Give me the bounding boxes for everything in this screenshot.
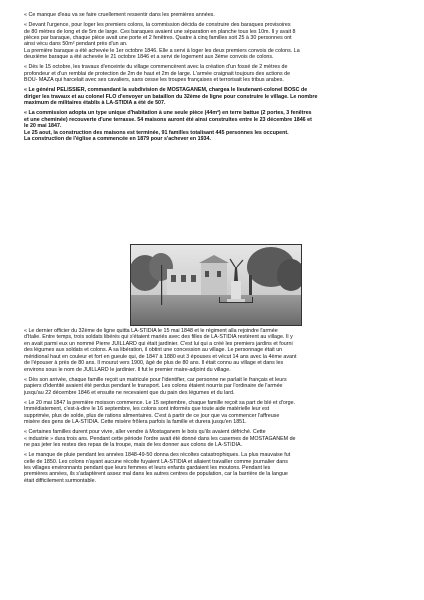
text-line: ainsi vécu dans 50m² pendant près d'un an. [24, 41, 128, 48]
text-line: des légumes aux soldats et colons. A sa libération, il obtint une concession au village. Le personnage était un [24, 347, 283, 354]
text-line: « Ce manque d'eau va se faire cruellement ressentir dans les premières années. [24, 12, 215, 18]
text-line: de 80 mètres de long et de 5m de large. Ces baraques avaient une séparation en planche tous les 10m. Il y avait 8 [24, 28, 296, 35]
paragraph-p3 [24, 64, 400, 83]
text-line: environs sous le nom de JUILLARD le jardinier. Il fut le premier maire-adjoint du village. [24, 366, 231, 373]
text-line: misère des gens de LA-STIDIA. Cette misère frôlera parfois la famille et durera jusqu'en 1851. [24, 419, 247, 426]
text-line: « La commission adopta un type unique d'habitation à une seule pièce (44m²) en terre battue (2 portes, 3 fenêtres [24, 110, 312, 117]
text-line: « Le dernier officier du 32ème de ligne quitta LA-STIDIA le 15 mai 1848 et le régiment alla rejoindre l'armée [24, 328, 278, 334]
text-line: celle de 1850. Les colons n'ayant aucune récolte fuyaient LA-STIDIA et allaient travailler comme journalier dans [24, 458, 288, 465]
text-line: « Dès son arrivée, chaque famille reçoit un matricule pour l'identifier, car personne ne parlait le français et leurs [24, 376, 287, 383]
text-line: d'Italie. Entre temps, trois soldats libérés qui s'étaient mariés avec des filles de LA-STIDIA restèrent au village. Il y [24, 334, 293, 341]
text-line: « Le général PELISSIER, commandant la subdivision de MOSTAGANEM, chargea le lieutenant-colonel BOSC de [24, 87, 308, 94]
text-line: supprimée, plus de solde, plus de rations alimentaires. C'est à partir de ce jour que va commencer l'affreuse [24, 412, 280, 419]
text-line: « Le 20 mai 1847 la première moisson commence. Le 15 septembre, chaque famille reçoit sa part de blé et d'orge. [24, 399, 296, 406]
text-line: pièces par baraque, chaque pièce avait une porte et 2 fenêtres. Quatre à cinq familles soit 25 à 30 personnes ont [24, 34, 292, 41]
photo-village-square-icon [131, 245, 301, 325]
text-line: « Certaines familles durent pour vivre, aller vendre à Mostaganem le bois qu'ils avaient défriché. Cette [24, 429, 266, 436]
text-line: méridional haut en couleur et fort en gueule qui, de 1847 à 1880 eut 3 épouses et vécut 14 ans avec la 4ème avant [24, 353, 297, 360]
paragraph-p6 [24, 328, 400, 373]
text-line: « Dès le 15 octobre, les travaux d'enceinte du village commencèrent avec la création d'un fossé de 2 mètres de [24, 64, 288, 71]
text-line: ne pas jeter les restes des repas de la troupe, mais de les donner aux colons de LA-STIDIA. [24, 442, 243, 449]
text-line: profondeur et d'un remblai de protection de 2m de haut et 2m de large. L'armée craignait toujours des actions de [24, 70, 291, 77]
paragraph-p5 [24, 110, 400, 142]
text-line: La construction de l'église a commencée en 1879 pour s'achever en 1934. [24, 136, 211, 143]
text-line: le 20 mai 1847. [24, 123, 62, 130]
text-line: Immédiatement, c'est-à-dire le 16 septembre, les colons sont informés que toute aide matérielle leur est [24, 406, 270, 413]
text-line: deuxième baraque a été achevée le 21 octobre 1846 et a servi de logement aux 3ème convois de colons. [24, 54, 274, 61]
text-line: BOU- MAZA qui harcelait avec ses cavaliers, sans cesse les troupes françaises et terrorisait les tribus arabes. [24, 77, 284, 84]
text-line: « Le manque de pluie pendant les années 1848-49-50 donna des récoltes catastrophiques. La plus mauvaise fut [24, 452, 291, 459]
text-line: « industrie » dura trois ans. Pendant cette période l'ordre avait été donné dans les casernes de MOSTAGANEM de [24, 435, 296, 442]
paragraph-p4 [24, 87, 400, 106]
paragraph-p8 [24, 400, 400, 426]
text-line: était difficilement surmontable. [24, 477, 97, 484]
paragraph-p10 [24, 452, 400, 484]
text-line: Le 25 aout, la construction des maisons est terminée, 91 familles totalisant 445 personnes les occupent. [24, 129, 289, 136]
paragraph-p2 [24, 22, 400, 61]
text-line: diriger les travaux et au colonel FLO d'envoyer un bataillon du 32ème de ligne pour construire le village. Le nombre [24, 93, 318, 100]
text-line: de l'épouser à près de 80 ans. Il mourut vers 1900, âgé de plus de 80 ans. Il était connu au village et dans les [24, 360, 284, 367]
text-line: La première baraque a été achevée le 1er octobre 1846. Elle a servi à loger les deux premiers convois de colons. La [24, 47, 300, 54]
text-line: maximum de militaires établis à LA-STIDIA a été de 507. [24, 100, 166, 107]
text-line: les villages environnants pendant que leurs femmes et leurs enfants gardaient les moutons. Pendant les [24, 464, 271, 471]
paragraph-p9 [24, 429, 400, 448]
village-photo [130, 244, 302, 326]
text-line: papiers d'identité avaient été perdus pendant le transport. Les colons étaient nourris par l'ordinaire de l'armée [24, 383, 283, 390]
text-line: et une cheminée) recouverte d'une terrasse. 54 maisons auront été ainsi construites entre le 23 décembre 1846 et [24, 116, 312, 123]
text-line: premières années, ils s'adaptèrent assez mal dans les autres centres de population, car la barrière de la langue [24, 471, 288, 478]
document-page-bottom [24, 328, 400, 488]
paragraph-p1 [24, 12, 400, 18]
paragraph-p7 [24, 377, 400, 396]
text-line: en avait parmi eux un nommé Pierre JUILLARD qui était jardinier. C'est lui qui a créé les premiers jardins et fourni [24, 340, 293, 347]
text-line: « Devant l'urgence, pour loger les premiers colons, la commission décida de construire des baraques provisoires [24, 22, 291, 29]
text-line: jusqu'au 22 décembre 1846 et ensuite ne recevaient que du pain des légumes et du lard. [24, 389, 235, 396]
document-page-top [24, 12, 400, 146]
